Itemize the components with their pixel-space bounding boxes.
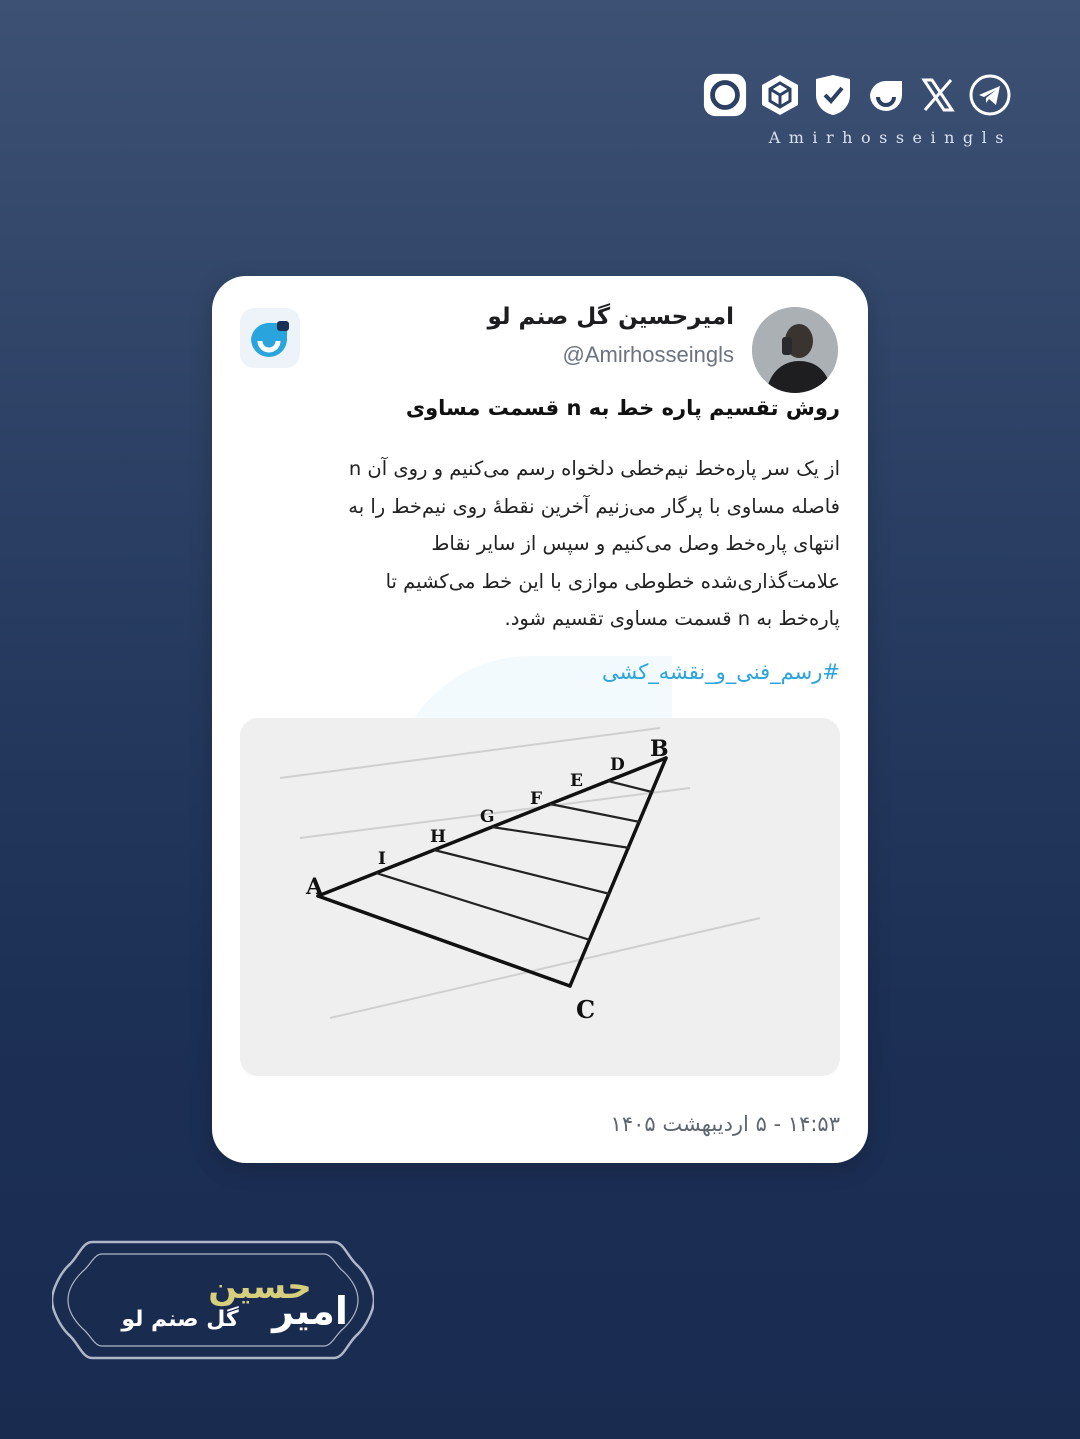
author-name[interactable]: امیرحسین گل صنم لو [487,304,734,330]
eitaa-icon[interactable] [812,72,854,118]
brand-name-amir: امیر [272,1289,348,1333]
point-label: H [430,827,447,847]
bale-icon[interactable] [864,72,908,118]
brand-badge [52,1240,374,1360]
post-body-line: پاره‌خط به n قسمت مساوی تقسیم شود. [504,607,840,630]
post-date: ۱۴:۵۳ - ۵ اردیبهشت ۱۴۰۵ [610,1112,840,1136]
social-bar [712,72,1012,162]
telegram-icon[interactable] [968,72,1012,118]
hashtag-link[interactable]: #رسم_فنی_و_نقشه_کشی [601,660,840,684]
post-image[interactable] [240,718,840,1076]
rubika-icon[interactable] [758,72,802,118]
social-handle: Amirhosseingls [768,128,1012,147]
vertex-label-top: B [650,736,669,762]
post-body-line: علامت‌گذاری‌شده خطوطی موازی با این خط می‌کشیم تا [385,569,840,593]
social-icons [712,72,1012,118]
avatar[interactable] [752,307,838,393]
post-card [212,276,868,1163]
post-body-line: فاصله مساوی با پرگار می‌زنیم آخرین نقطهٔ روی نیم‌خط را به [348,494,840,518]
post-title: روش تقسیم پاره خط به n قسمت مساوی [405,396,840,420]
author-handle[interactable]: @Amirhosseingls [562,342,734,367]
post-body [260,450,840,638]
point-label: G [480,807,495,827]
post-body-line: از یک سر پاره‌خط نیم‌خطی دلخواه رسم می‌کنیم و روی آن n [348,457,840,480]
point-label: F [530,789,543,809]
x-icon[interactable] [918,72,958,118]
point-label: I [378,849,386,869]
soroush-icon[interactable] [702,72,748,118]
vertex-label-bottom: C [576,995,596,1024]
brand-name-hosein: حسین [208,1267,312,1307]
vertex-label-left: A [306,874,324,900]
triangle-division-drawing [240,718,840,1076]
post-body-line: انتهای پاره‌خط وصل می‌کنیم و سپس از سایر نقاط [431,532,840,555]
point-label: D [610,755,625,775]
brand-name-surname: گل صنم لو [121,1307,239,1332]
point-label: E [570,771,583,791]
app-logo-icon[interactable] [240,308,300,368]
